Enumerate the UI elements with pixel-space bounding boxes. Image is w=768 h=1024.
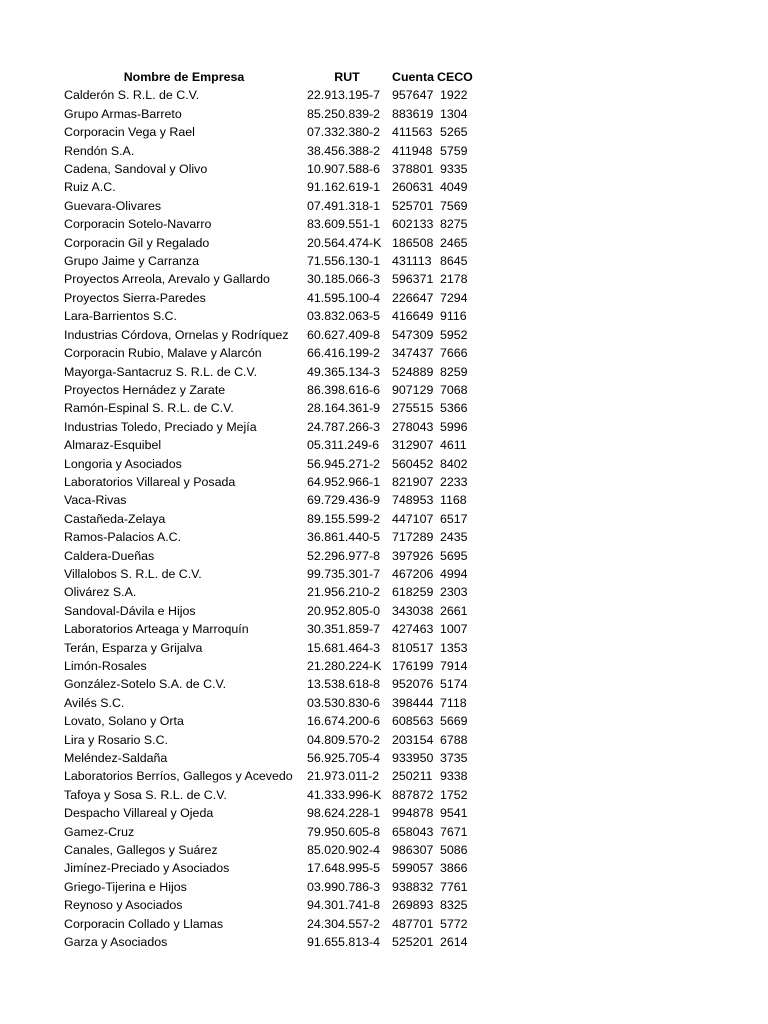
cell-cuenta: 397926: [392, 548, 434, 563]
cell-rut: 41.595.100-4: [307, 290, 381, 305]
cell-nombre-empresa: Sandoval-Dávila e Hijos: [64, 603, 196, 618]
cell-ceco: 5265: [440, 125, 468, 140]
cell-ceco: 8275: [440, 217, 468, 232]
cell-nombre-empresa: Laboratorios Berríos, Gallegos y Acevedo: [64, 769, 293, 784]
cell-rut: 07.332.380-2: [307, 125, 381, 140]
table-row: [63, 197, 473, 215]
cell-nombre-empresa: Lira y Rosario S.C.: [64, 732, 168, 747]
cell-rut: 03.530.830-6: [307, 695, 381, 710]
cell-nombre-empresa: Ruiz A.C.: [64, 180, 116, 195]
cell-ceco: 7914: [440, 659, 468, 673]
cell-nombre-empresa: Griego-Tijerina e Hijos: [64, 879, 187, 894]
cell-nombre-empresa: Industrias Toledo, Preciado y Mejía: [64, 419, 257, 434]
table-row: [63, 731, 473, 749]
cell-cuenta: 250211: [392, 769, 433, 784]
cell-cuenta: 467206: [392, 566, 434, 581]
table-row: [63, 749, 473, 767]
cell-ceco: 6788: [440, 732, 468, 747]
cell-rut: 20.564.474-K: [307, 235, 382, 250]
table-row: [63, 363, 473, 381]
table-row: [63, 436, 473, 454]
table-row: [63, 86, 473, 104]
cell-cuenta: 748953: [392, 493, 434, 508]
table-row: [63, 620, 473, 638]
cell-cuenta: 608563: [392, 714, 434, 729]
cell-cuenta: 416649: [392, 309, 434, 324]
header-rut: RUT: [334, 70, 360, 84]
cell-nombre-empresa: Proyectos Hernádez y Zarate: [64, 382, 226, 397]
cell-cuenta: 957647: [392, 88, 434, 103]
cell-nombre-empresa: Despacho Villareal y Ojeda: [64, 806, 214, 821]
cell-ceco: 5086: [440, 843, 468, 858]
cell-nombre-empresa: Corporacin Rubio, Malave y Alarcón: [64, 346, 262, 361]
cell-nombre-empresa: Jimínez-Preciado y Asociados: [64, 861, 230, 876]
cell-cuenta: 602133: [392, 217, 434, 232]
cell-nombre-empresa: Limón-Rosales: [64, 659, 147, 673]
cell-ceco: 6517: [440, 511, 468, 526]
cell-nombre-empresa: Laboratorios Arteaga y Marroquín: [64, 622, 249, 637]
table-row: [63, 915, 473, 933]
cell-rut: 64.952.966-1: [307, 474, 381, 489]
cell-nombre-empresa: Lara-Barrientos S.C.: [64, 309, 177, 324]
cell-rut: 03.832.063-5: [307, 309, 381, 324]
cell-rut: 89.155.599-2: [307, 511, 381, 526]
cell-ceco: 1304: [440, 106, 468, 121]
cell-ceco: 7569: [440, 198, 468, 213]
cell-rut: 85.250.839-2: [307, 106, 381, 121]
cell-nombre-empresa: Canales, Gallegos y Suárez: [64, 843, 218, 858]
cell-ceco: 5366: [440, 401, 468, 416]
table-row: [63, 823, 473, 841]
cell-nombre-empresa: Tafoya y Sosa S. R.L. de C.V.: [64, 787, 227, 802]
table-row: [63, 381, 473, 399]
cell-ceco: 8645: [440, 254, 468, 269]
cell-rut: 38.456.388-2: [307, 143, 381, 158]
table-row: [63, 455, 473, 473]
cell-rut: 30.351.859-7: [307, 622, 381, 637]
cell-ceco: 5695: [440, 548, 468, 563]
cell-rut: 56.925.705-4: [307, 751, 381, 766]
cell-nombre-empresa: Industrias Córdova, Ornelas y Rodríquez: [64, 327, 289, 342]
cell-cuenta: 821907: [392, 474, 434, 489]
cell-ceco: 1168: [440, 493, 467, 508]
cell-nombre-empresa: Lovato, Solano y Orta: [64, 714, 184, 729]
cell-cuenta: 398444: [392, 695, 434, 710]
cell-ceco: 1922: [440, 88, 468, 103]
cell-ceco: 9116: [440, 309, 467, 324]
table-row: [63, 178, 473, 196]
cell-cuenta: 907129: [392, 382, 434, 397]
cell-rut: 94.301.741-8: [307, 898, 381, 913]
cell-cuenta: 986307: [392, 843, 434, 858]
cell-cuenta: 618259: [392, 585, 434, 600]
table-row: [63, 270, 473, 288]
cell-ceco: 5952: [440, 327, 468, 342]
cell-nombre-empresa: Longoria y Asociados: [64, 456, 182, 471]
cell-cuenta: 524889: [392, 364, 434, 379]
cell-ceco: 1007: [440, 622, 468, 637]
table-row: [63, 215, 473, 233]
table-row: [63, 344, 473, 362]
cell-cuenta: 810517: [392, 640, 434, 655]
cell-rut: 86.398.616-6: [307, 382, 381, 397]
cell-nombre-empresa: Grupo Armas-Barreto: [64, 106, 182, 121]
cell-ceco: 5772: [440, 916, 468, 931]
cell-nombre-empresa: Mayorga-Santacruz S. R.L. de C.V.: [64, 364, 258, 379]
cell-rut: 36.861.440-5: [307, 530, 381, 545]
header-ceco: CECO: [437, 70, 473, 84]
cell-cuenta: 226647: [392, 290, 434, 305]
cell-nombre-empresa: Terán, Esparza y Grijalva: [64, 640, 203, 655]
cell-cuenta: 378801: [392, 162, 434, 177]
cell-ceco: 2178: [440, 272, 468, 287]
cell-rut: 79.950.605-8: [307, 824, 381, 839]
cell-nombre-empresa: Caldera-Dueñas: [64, 548, 155, 563]
cell-ceco: 9541: [440, 806, 468, 821]
table-row: [63, 326, 473, 344]
table-row: [63, 583, 473, 601]
cell-rut: 16.674.200-6: [307, 714, 381, 729]
cell-ceco: 7761: [440, 879, 468, 894]
cell-nombre-empresa: Garza y Asociados: [64, 935, 168, 950]
table-row: [63, 896, 473, 914]
cell-rut: 21.280.224-K: [307, 659, 382, 673]
cell-rut: 30.185.066-3: [307, 272, 381, 287]
cell-ceco: 7671: [440, 824, 468, 839]
cell-cuenta: 560452: [392, 456, 434, 471]
cell-rut: 20.952.805-0: [307, 603, 381, 618]
cell-nombre-empresa: Grupo Jaime y Carranza: [64, 254, 199, 269]
table-row: [63, 804, 473, 822]
cell-rut: 03.990.786-3: [307, 879, 381, 894]
cell-rut: 66.416.199-2: [307, 346, 381, 361]
cell-ceco: 8325: [440, 898, 468, 913]
cell-nombre-empresa: Corporacin Collado y Llamas: [64, 916, 224, 931]
table-row: [63, 675, 473, 693]
cell-cuenta: 596371: [392, 272, 434, 287]
cell-nombre-empresa: Vaca-Rivas: [64, 493, 127, 508]
table-row: [63, 602, 473, 620]
cell-nombre-empresa: Cadena, Sandoval y Olivo: [64, 162, 208, 177]
table-row: [63, 160, 473, 178]
cell-ceco: 5174: [440, 677, 468, 692]
cell-nombre-empresa: Proyectos Sierra-Paredes: [64, 290, 206, 305]
cell-cuenta: 447107: [392, 511, 434, 526]
table-row: [63, 105, 473, 123]
cell-nombre-empresa: Villalobos S. R.L. de C.V.: [64, 566, 202, 581]
table-row: [63, 657, 473, 675]
cell-ceco: 2661: [440, 603, 468, 618]
cell-cuenta: 431113: [392, 254, 432, 269]
cell-ceco: 4994: [440, 566, 468, 581]
cell-rut: 24.787.266-3: [307, 419, 381, 434]
cell-cuenta: 887872: [392, 787, 434, 802]
cell-rut: 98.624.228-1: [307, 806, 381, 821]
table-row: [63, 399, 473, 417]
cell-ceco: 7666: [440, 346, 468, 361]
cell-ceco: 9335: [440, 162, 468, 177]
table-row: [63, 547, 473, 565]
cell-nombre-empresa: Castañeda-Zelaya: [64, 511, 166, 526]
cell-cuenta: 599057: [392, 861, 434, 876]
cell-cuenta: 186508: [392, 235, 434, 250]
cell-rut: 24.304.557-2: [307, 916, 381, 931]
company-table: [63, 68, 473, 952]
cell-rut: 17.648.995-5: [307, 861, 381, 876]
cell-nombre-empresa: Proyectos Arreola, Arevalo y Gallardo: [64, 272, 270, 287]
cell-rut: 83.609.551-1: [307, 217, 381, 232]
cell-cuenta: 883619: [392, 106, 434, 121]
cell-cuenta: 203154: [392, 732, 434, 747]
cell-rut: 91.162.619-1: [307, 180, 381, 195]
cell-cuenta: 411563: [392, 125, 433, 140]
cell-ceco: 2435: [440, 530, 468, 545]
cell-cuenta: 176199: [392, 659, 434, 673]
cell-cuenta: 275515: [392, 401, 434, 416]
cell-rut: 69.729.436-9: [307, 493, 381, 508]
cell-cuenta: 312907: [392, 438, 434, 453]
table-row: [63, 142, 473, 160]
cell-cuenta: 343038: [392, 603, 434, 618]
table-row: [63, 841, 473, 859]
table-row: [63, 859, 473, 877]
cell-ceco: 3735: [440, 751, 468, 766]
cell-rut: 91.655.813-4: [307, 935, 381, 950]
cell-nombre-empresa: Calderón S. R.L. de C.V.: [64, 88, 200, 103]
cell-cuenta: 347437: [392, 346, 434, 361]
cell-cuenta: 427463: [392, 622, 434, 637]
cell-nombre-empresa: Ramos-Palacios A.C.: [64, 530, 182, 545]
cell-ceco: 9338: [440, 769, 468, 784]
cell-cuenta: 525201: [392, 935, 434, 950]
cell-cuenta: 525701: [392, 198, 434, 213]
cell-cuenta: 411948: [392, 143, 433, 158]
cell-ceco: 1353: [440, 640, 468, 655]
table-row: [63, 565, 473, 583]
cell-rut: 56.945.271-2: [307, 456, 381, 471]
cell-ceco: 7294: [440, 290, 468, 305]
cell-cuenta: 994878: [392, 806, 434, 821]
cell-nombre-empresa: Corporacin Gil y Regalado: [64, 235, 210, 250]
cell-cuenta: 260631: [392, 180, 434, 195]
cell-nombre-empresa: Guevara-Olivares: [64, 198, 162, 213]
table-row: [63, 878, 473, 896]
table-row: [63, 933, 473, 951]
cell-nombre-empresa: Almaraz-Esquibel: [64, 438, 162, 453]
cell-cuenta: 278043: [392, 419, 434, 434]
cell-ceco: 5759: [440, 143, 468, 158]
header-cuenta: Cuenta: [392, 70, 434, 84]
cell-ceco: 4049: [440, 180, 468, 195]
table-row: [63, 528, 473, 546]
cell-ceco: 7068: [440, 382, 468, 397]
table-row: [63, 639, 473, 657]
cell-cuenta: 658043: [392, 824, 434, 839]
cell-cuenta: 952076: [392, 677, 434, 692]
cell-nombre-empresa: Laboratorios Villareal y Posada: [64, 474, 236, 489]
cell-rut: 15.681.464-3: [307, 640, 381, 655]
cell-nombre-empresa: Meléndez-Saldaña: [64, 751, 168, 766]
table-body: [63, 86, 473, 951]
cell-nombre-empresa: Corporacin Vega y Rael: [64, 125, 195, 140]
cell-ceco: 5996: [440, 419, 468, 434]
table-row: [63, 307, 473, 325]
cell-ceco: 7118: [440, 695, 467, 710]
cell-nombre-empresa: Reynoso y Asociados: [64, 898, 183, 913]
cell-rut: 60.627.409-8: [307, 327, 381, 342]
table-row: [63, 786, 473, 804]
cell-ceco: 4611: [440, 438, 467, 453]
cell-ceco: 2465: [440, 235, 468, 250]
table-row: [63, 289, 473, 307]
cell-rut: 05.311.249-6: [307, 438, 380, 453]
cell-nombre-empresa: Ramón-Espinal S. R.L. de C.V.: [64, 401, 234, 416]
cell-rut: 41.333.996-K: [307, 787, 382, 802]
cell-rut: 10.907.588-6: [307, 162, 381, 177]
cell-rut: 04.809.570-2: [307, 732, 381, 747]
table-row: [63, 252, 473, 270]
cell-rut: 28.164.361-9: [307, 401, 381, 416]
table-row: [63, 123, 473, 141]
table-row: [63, 473, 473, 491]
cell-rut: 21.956.210-2: [307, 585, 381, 600]
cell-cuenta: 933950: [392, 751, 434, 766]
cell-ceco: 5669: [440, 714, 468, 729]
table-header-row: [63, 68, 473, 86]
cell-cuenta: 938832: [392, 879, 434, 894]
cell-rut: 99.735.301-7: [307, 566, 381, 581]
cell-ceco: 2303: [440, 585, 468, 600]
cell-rut: 07.491.318-1: [307, 198, 381, 213]
table-row: [63, 767, 473, 785]
cell-nombre-empresa: Avilés S.C.: [64, 695, 125, 710]
cell-rut: 52.296.977-8: [307, 548, 381, 563]
cell-rut: 22.913.195-7: [307, 88, 381, 103]
cell-ceco: 2233: [440, 474, 468, 489]
table-row: [63, 234, 473, 252]
cell-cuenta: 487701: [392, 916, 434, 931]
cell-rut: 21.973.011-2: [307, 769, 380, 784]
cell-nombre-empresa: Rendón S.A.: [64, 143, 135, 158]
table-row: [63, 510, 473, 528]
cell-ceco: 1752: [440, 787, 468, 802]
table-row: [63, 694, 473, 712]
table-row: [63, 491, 473, 509]
cell-rut: 49.365.134-3: [307, 364, 381, 379]
cell-ceco: 3866: [440, 861, 468, 876]
cell-cuenta: 547309: [392, 327, 434, 342]
table-row: [63, 418, 473, 436]
cell-cuenta: 717289: [392, 530, 434, 545]
cell-nombre-empresa: Corporacin Sotelo-Navarro: [64, 217, 212, 232]
cell-cuenta: 269893: [392, 898, 434, 913]
table-row: [63, 712, 473, 730]
cell-rut: 71.556.130-1: [307, 254, 381, 269]
cell-ceco: 8402: [440, 456, 468, 471]
cell-rut: 85.020.902-4: [307, 843, 381, 858]
cell-ceco: 8259: [440, 364, 468, 379]
header-nombre-empresa: Nombre de Empresa: [123, 70, 245, 84]
company-table-sheet: [63, 68, 473, 952]
cell-nombre-empresa: González-Sotelo S.A. de C.V.: [64, 677, 227, 692]
cell-rut: 13.538.618-8: [307, 677, 381, 692]
cell-nombre-empresa: Olivárez S.A.: [64, 585, 137, 600]
cell-nombre-empresa: Gamez-Cruz: [64, 824, 135, 839]
cell-ceco: 2614: [440, 935, 468, 950]
